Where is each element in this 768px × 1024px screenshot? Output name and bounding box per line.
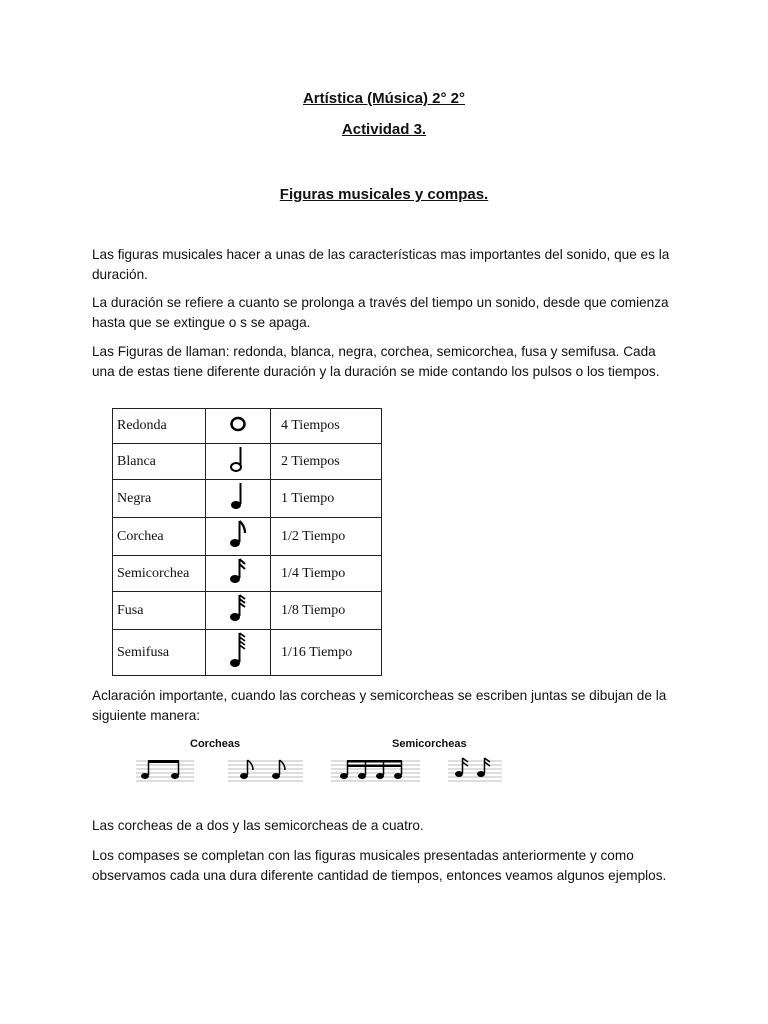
figure-duration: 1 Tiempo [271,480,382,518]
section-heading: Figuras musicales y compas. [279,186,489,203]
figure-name: Fusa [113,592,206,630]
figure-name: Semicorchea [113,556,206,592]
corcheas-label: Corcheas [190,738,241,750]
figure-name: Blanca [113,444,206,480]
figure-duration: 1/4 Tiempo [271,556,382,592]
paragraph-3: Las Figuras de llaman: redonda, blanca, negra, corchea, semicorchea, fusa y semifusa. Cada una de estas tiene diferente duración y la duración se mide contando los pulsos o los tiempos. [92,344,660,379]
figure-name: Corchea [113,518,206,556]
single-eighths-staff [228,761,303,781]
paragraph-2: La duración se refiere a cuanto se prolonga a través del tiempo un sonido, desde que comienza hasta que se extingue o s se apaga. [92,295,669,330]
single-sixteenths-staff [448,761,502,781]
semicorcheas-label: Semicorcheas [392,738,467,750]
figure-duration: 1/2 Tiempo [271,518,382,556]
paragraph-1: Las figuras musicales hacer a unas de las características mas importantes del sonido, que es la duración. [92,247,670,282]
figure-duration: 1/8 Tiempo [271,592,382,630]
figure-name: Redonda [113,409,206,444]
paragraph-6: Los compases se completan con las figuras musicales presentadas anteriormente y como observamos cada una dura diferente cantidad de tiempos, entonces veamos algunos ejemplos. [92,848,667,883]
figure-duration: 1/16 Tiempo [271,630,382,676]
figure-duration: 2 Tiempos [271,444,382,480]
figure-name: Negra [113,480,206,518]
paragraph-4: Aclaración importante, cuando las corcheas y semicorcheas se escriben juntas se dibujan de la siguiente manera: [92,688,667,723]
figure-name: Semifusa [113,630,206,676]
paragraph-5: Las corcheas de a dos y las semicorcheas de a cuatro. [92,818,424,833]
figure-duration: 4 Tiempos [271,409,382,444]
activity-heading: Actividad 3. [341,121,427,138]
page-title: Artística (Música) 2° 2° [302,90,466,107]
